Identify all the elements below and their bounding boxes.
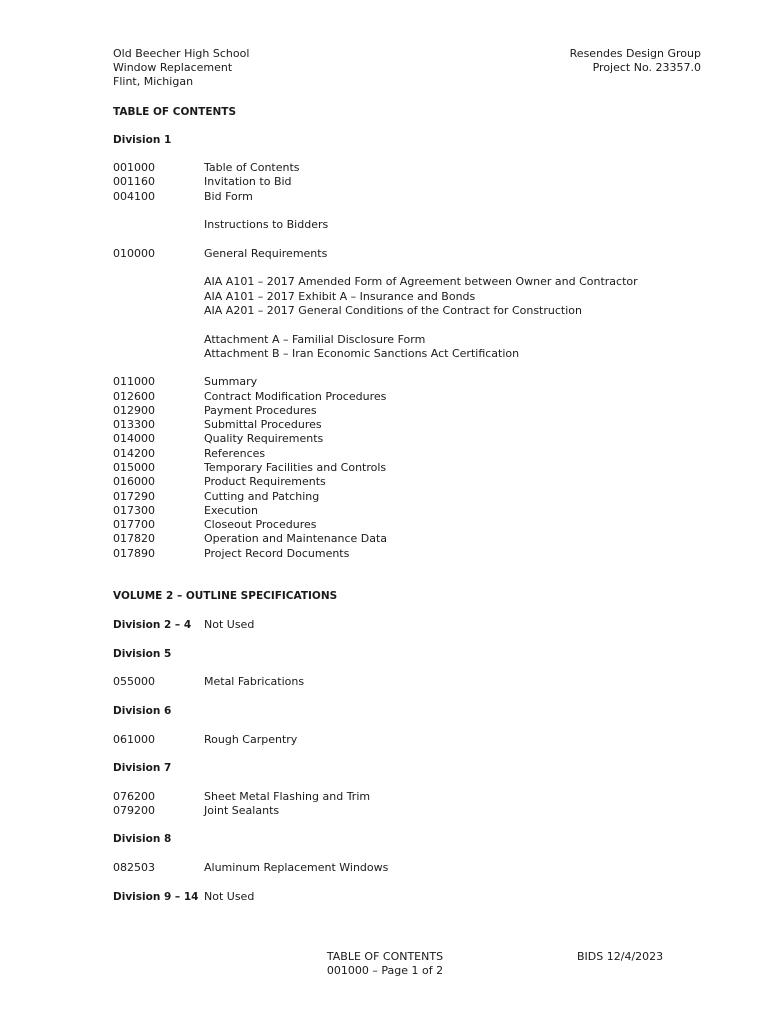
section-title: General Requirements — [204, 247, 328, 260]
section-title: Execution — [204, 504, 258, 517]
toc-row — [0, 390, 770, 404]
division-7-heading: Division 7 — [113, 762, 172, 774]
division-5-heading: Division 5 — [113, 648, 172, 660]
volume-heading-row — [0, 589, 770, 603]
section-title: Submittal Procedures — [204, 418, 322, 431]
section-title: Table of Contents — [204, 161, 300, 174]
toc-row — [0, 190, 770, 204]
toc-row — [0, 518, 770, 532]
section-title: Operation and Maintenance Data — [204, 532, 388, 545]
section-title: Quality Requirements — [204, 432, 324, 445]
aia-document: AIA A101 – 2017 Exhibit A – Insurance and Bonds — [204, 290, 476, 303]
toc-row — [0, 733, 770, 747]
toc-row — [0, 418, 770, 432]
toc-row — [0, 861, 770, 875]
section-title: Invitation to Bid — [204, 175, 292, 188]
division-heading-row — [0, 761, 770, 775]
section-number: 010000 — [113, 247, 155, 260]
section-number: 017820 — [113, 532, 155, 545]
section-number: 001000 — [113, 161, 155, 174]
header-location: Flint, Michigan — [113, 75, 194, 88]
division-heading-row — [0, 832, 770, 846]
section-number: 017700 — [113, 518, 155, 531]
header-project-info — [113, 47, 249, 89]
section-number: 014200 — [113, 447, 155, 460]
division-9-14-heading: Division 9 – 14 — [113, 891, 199, 903]
section-number: 015000 — [113, 461, 155, 474]
aia-document: AIA A101 – 2017 Amended Form of Agreement between Owner and Contractor — [204, 275, 638, 288]
toc-row — [0, 275, 770, 289]
division-1-heading: Division 1 — [113, 134, 172, 146]
section-title: Sheet Metal Flashing and Trim — [204, 790, 371, 803]
section-number: 082503 — [113, 861, 155, 874]
header-project-name: Window Replacement — [113, 61, 233, 74]
section-title: Rough Carpentry — [204, 733, 298, 746]
toc-row — [0, 247, 770, 261]
toc-row — [0, 347, 770, 361]
toc-row — [0, 461, 770, 475]
header-firm-name: Resendes Design Group — [569, 47, 701, 60]
section-number: 076200 — [113, 790, 155, 803]
section-title: Closeout Procedures — [204, 518, 317, 531]
division-heading-row — [0, 618, 770, 632]
toc-row — [0, 675, 770, 689]
section-title: Payment Procedures — [204, 404, 317, 417]
section-title: Joint Sealants — [204, 804, 280, 817]
toc-row — [0, 161, 770, 175]
section-title: Bid Form — [204, 190, 253, 203]
division-heading-row — [0, 133, 770, 147]
section-number: 061000 — [113, 733, 155, 746]
division-heading-row — [0, 704, 770, 718]
section-title: Aluminum Replacement Windows — [204, 861, 389, 874]
section-title: Temporary Facilities and Controls — [204, 461, 387, 474]
section-number: 014000 — [113, 432, 155, 445]
toc-row — [0, 304, 770, 318]
attachment-item: Attachment B – Iran Economic Sanctions Act Certification — [204, 347, 520, 360]
not-used-note: Not Used — [204, 618, 255, 631]
toc-row — [0, 804, 770, 818]
toc-row — [0, 290, 770, 304]
toc-row — [0, 532, 770, 546]
section-number: 011000 — [113, 375, 155, 388]
header-school-name: Old Beecher High School — [113, 47, 250, 60]
attachment-item: Attachment A – Familial Disclosure Form — [204, 333, 426, 346]
section-title: Metal Fabrications — [204, 675, 305, 688]
section-title: Summary — [204, 375, 258, 388]
section-number: 079200 — [113, 804, 155, 817]
volume-2-heading: VOLUME 2 – OUTLINE SPECIFICATIONS — [113, 590, 338, 602]
section-number: 004100 — [113, 190, 155, 203]
section-number: 012600 — [113, 390, 155, 403]
toc-row — [0, 504, 770, 518]
section-number: 017290 — [113, 490, 155, 503]
footer-page-number: 001000 – Page 1 of 2 — [326, 964, 444, 977]
section-number: 001160 — [113, 175, 155, 188]
toc-row — [0, 333, 770, 347]
section-number: 017890 — [113, 547, 155, 560]
toc-row — [0, 375, 770, 389]
section-title: Contract Modification Procedures — [204, 390, 387, 403]
toc-row — [0, 790, 770, 804]
toc-row — [0, 475, 770, 489]
division-8-heading: Division 8 — [113, 833, 172, 845]
section-title: Project Record Documents — [204, 547, 350, 560]
toc-title-row — [0, 105, 770, 119]
section-number: 012900 — [113, 404, 155, 417]
header-firm-info — [570, 47, 701, 75]
footer-title: TABLE OF CONTENTS — [326, 950, 444, 963]
division-6-heading: Division 6 — [113, 705, 172, 717]
division-heading-row — [0, 890, 770, 904]
toc-title: TABLE OF CONTENTS — [113, 106, 237, 118]
toc-row — [0, 490, 770, 504]
footer-bid-date: BIDS 12/4/2023 — [577, 950, 664, 963]
division-2-4-heading: Division 2 – 4 — [113, 619, 192, 631]
section-number: 055000 — [113, 675, 155, 688]
toc-row — [0, 547, 770, 561]
toc-row — [0, 432, 770, 446]
instructions-to-bidders: Instructions to Bidders — [204, 218, 329, 231]
aia-document: AIA A201 – 2017 General Conditions of the Contract for Construction — [204, 304, 582, 317]
section-title: References — [204, 447, 266, 460]
toc-row — [0, 218, 770, 232]
toc-row — [0, 404, 770, 418]
header-project-number: Project No. 23357.0 — [592, 61, 701, 74]
section-title: Product Requirements — [204, 475, 326, 488]
not-used-note: Not Used — [204, 890, 255, 903]
section-title: Cutting and Patching — [204, 490, 320, 503]
toc-row — [0, 175, 770, 189]
section-number: 016000 — [113, 475, 155, 488]
toc-row — [0, 447, 770, 461]
section-number: 013300 — [113, 418, 155, 431]
section-number: 017300 — [113, 504, 155, 517]
division-heading-row — [0, 647, 770, 661]
